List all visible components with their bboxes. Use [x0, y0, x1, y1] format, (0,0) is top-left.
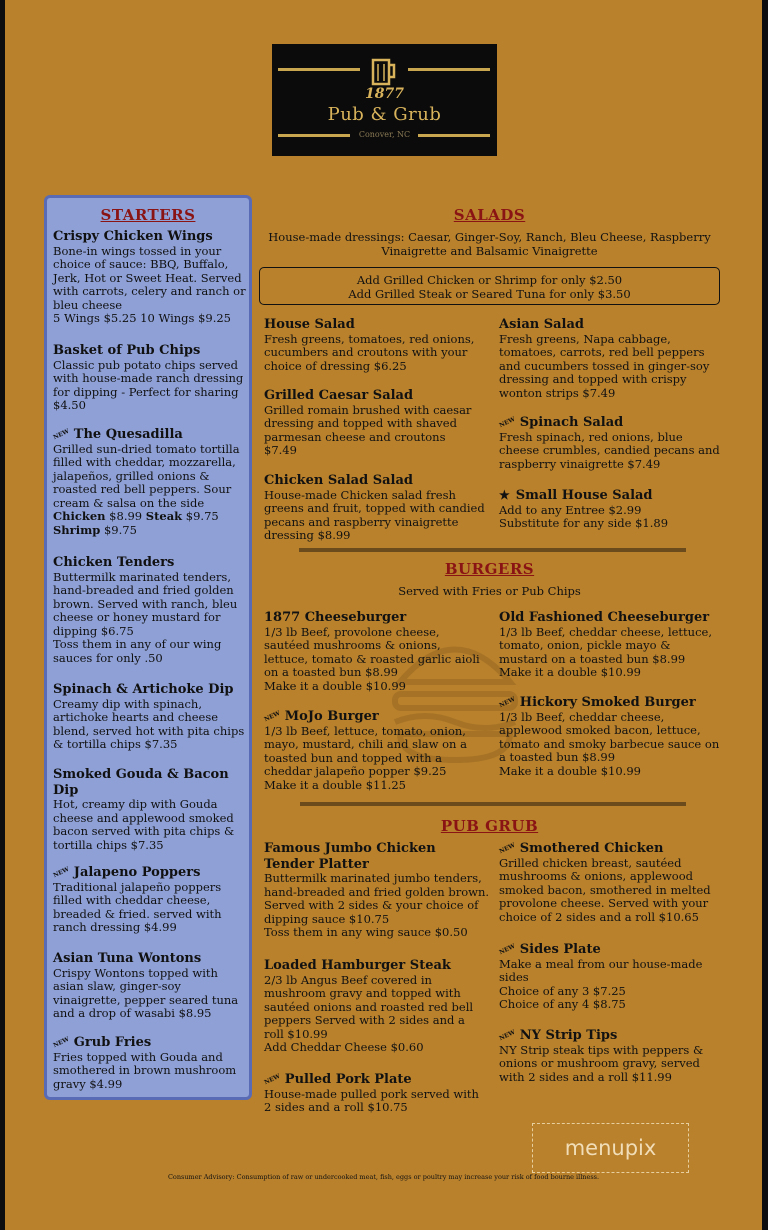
item-name: Pulled Pork Plate [284, 1072, 412, 1087]
starter-item [53, 555, 253, 666]
logo-rule-left [278, 68, 360, 71]
new-badge: NEW [498, 841, 517, 856]
beer-mug-icon [370, 56, 398, 86]
starter-item [53, 951, 253, 1021]
salad-item [499, 488, 724, 531]
item-desc: Fries topped with Gouda and smothered in brown mushroom gravy $4.99 [53, 1049, 237, 1091]
item-desc: Grilled chicken breast, sautéed mushrooms & onions, applewood smoked bacon, smothered in melted provolone cheese. Served with your choice of 2 sides and a roll $10.65 [499, 855, 711, 924]
item-name: Chicken Tenders [53, 555, 175, 570]
pubgrub-item [264, 958, 496, 1055]
salad-item [264, 473, 496, 543]
item-desc: Make a meal from our house-made sides Choice of any 3 $7.25 Choice of any 4 $8.75 [499, 956, 703, 1012]
item-name: Grilled Caesar Salad [264, 388, 414, 403]
starters-title: STARTERS [100, 206, 196, 224]
item-name: Asian Salad [499, 317, 585, 332]
item-price: 5 Wings $5.25 10 Wings $9.25 [53, 311, 232, 326]
salad-item [499, 317, 724, 400]
item-desc: Traditional jalapeño poppers filled with cheddar cheese, breaded & fried. served with ranch dressing $4.99 [53, 879, 222, 935]
salads-title: SALADS [453, 206, 526, 224]
item-desc: Grilled sun-dried tomato tortilla filled with cheddar, mozzarella, jalapeños, grilled onions & roasted red bell peppers. Sour cream & salsa on the side [53, 441, 240, 510]
item-name: Smothered Chicken [519, 841, 664, 856]
section-divider [299, 548, 686, 552]
burger-item [499, 695, 724, 778]
item-desc: Bone-in wings tossed in your choice of sauce: BBQ, Buffalo, Jerk, Hot or Sweet Heat. Served with carrots, celery and ranch or bleu cheese [53, 243, 246, 312]
starter-item [53, 1035, 253, 1091]
item-name: House Salad [264, 317, 355, 332]
menupix-watermark: menupix [532, 1123, 689, 1173]
starter-item [53, 427, 253, 538]
item-desc: Creamy dip with spinach, artichoke hearts and cheese blend, served hot with pita chips & tortilla chips $7.35 [53, 696, 245, 752]
salad-item [264, 388, 496, 458]
item-name: Grub Fries [73, 1035, 152, 1050]
item-name: Basket of Pub Chips [53, 343, 201, 358]
add-line-1: Add Grilled Chicken or Shrimp for only $2.50 [356, 273, 623, 287]
salad-item [499, 415, 724, 471]
item-name: Spinach & Artichoke Dip [53, 682, 234, 697]
pubgrub-item [264, 1072, 496, 1115]
burgers-title: BURGERS [444, 560, 535, 578]
item-desc: 1/3 lb Beef, provolone cheese, sautéed mushrooms & onions, lettuce, tomato & roasted garlic aioli on a toasted bun $8.99 Make it a double $10.99 [264, 624, 480, 693]
pubgrub-item [499, 942, 724, 1012]
item-name: Smoked Gouda & Bacon Dip [53, 767, 229, 798]
logo [272, 44, 497, 156]
starter-item [53, 343, 253, 413]
item-desc: Buttermilk marinated tenders, hand-breaded and fried golden brown. Served with ranch, bleu cheese or honey mustard for dipping $6.75 Toss them in any of our wing sauces for only .50 [53, 569, 238, 666]
new-badge: NEW [52, 1035, 71, 1050]
pubgrub-item [499, 1028, 724, 1084]
item-name: Crispy Chicken Wings [53, 229, 213, 244]
starter-item [53, 229, 253, 326]
consumer-advisory: Consumer Advisory: Consumption of raw or undercooked meat, fish, eggs or poultry may increase your risk of food bourne illness. [167, 1173, 600, 1181]
item-desc: Add to any Entree $2.99 Substitute for any side $1.89 [499, 502, 669, 531]
menu-page [5, 0, 762, 1230]
item-name: The Quesadilla [73, 427, 183, 442]
item-desc: Fresh greens, Napa cabbage, tomatoes, carrots, red bell peppers and cucumbers tossed in ginger-soy dressing and topped with crispy wonton strips $7.49 [499, 331, 710, 400]
item-name: Chicken Salad Salad [264, 473, 413, 488]
item-name: Loaded Hamburger Steak [264, 958, 451, 973]
item-desc: Fresh spinach, red onions, blue cheese crumbles, candied pecans and raspberry vinaigrette $7.49 [499, 429, 720, 471]
new-badge: NEW [498, 1028, 517, 1043]
item-desc: 1/3 lb Beef, cheddar cheese, applewood smoked bacon, lettuce, tomato and smoky barbecue sauce on a toasted bun $8.99 Make it a double $10.99 [499, 709, 720, 778]
item-desc: Classic pub potato chips served with house-made ranch dressing for dipping - Perfect for sharing $4.50 [53, 357, 244, 413]
new-badge: NEW [52, 865, 71, 880]
item-desc: Grilled romain brushed with caesar dressing and topped with shaved parmesan cheese and croutons $7.49 [264, 402, 472, 458]
item-desc: Hot, creamy dip with Gouda cheese and applewood smoked bacon served with pita chips & tortilla chips $7.35 [53, 797, 235, 852]
salads-dressings: House-made dressings: Caesar, Ginger-Soy, Ranch, Bleu Cheese, Raspberry Vinaigrette and Balsamic Vinaigrette [268, 230, 711, 258]
burger-item [499, 610, 724, 680]
item-name: MoJo Burger [284, 709, 379, 724]
new-badge: NEW [498, 415, 517, 430]
add-line-2: Add Grilled Steak or Seared Tuna for only $3.50 [348, 287, 631, 301]
item-prices: Chicken $8.99 Steak $9.75 Shrimp $9.75 [53, 509, 219, 538]
starter-item [53, 865, 253, 935]
pubgrub-item [499, 841, 724, 924]
pubgrub-item [264, 841, 496, 940]
item-desc: House-made Chicken salad fresh greens and fruit, topped with candied pecans and raspberry vinaigrette dressing $8.99 [264, 487, 485, 543]
new-badge: NEW [498, 695, 517, 710]
starter-item [53, 682, 253, 752]
item-desc: 2/3 lb Angus Beef covered in mushroom gravy and topped with sautéed onions and roasted red bell peppers Served with 2 sides and a roll $10.99 Add Cheddar Cheese $0.60 [264, 972, 474, 1055]
item-name: NY Strip Tips [519, 1028, 618, 1043]
new-badge: NEW [263, 1072, 282, 1087]
section-divider [300, 802, 686, 806]
new-badge: NEW [498, 942, 517, 957]
item-desc: Buttermilk marinated jumbo tenders, hand-breaded and fried golden brown. Served with 2 sides & your choice of dipping sauce $10.75 Toss them in any wing sauce $0.50 [264, 871, 490, 940]
item-desc: Crispy Wontons topped with asian slaw, ginger-soy vinaigrette, pepper seared tuna and a drop of wasabi $8.95 [53, 965, 239, 1021]
logo-name: Pub & Grub [327, 104, 442, 125]
item-name: Famous Jumbo Chicken Tender Platter [264, 841, 436, 872]
item-name: Hickory Smoked Burger [519, 695, 696, 710]
burger-item [264, 709, 496, 792]
starter-item [53, 767, 253, 852]
item-desc: 1/3 lb Beef, lettuce, tomato, onion, mayo, mustard, chili and slaw on a toasted bun and topped with a cheddar jalapeño popper $9.25 Make it a double $11.25 [264, 723, 467, 792]
item-desc: 1/3 lb Beef, cheddar cheese, lettuce, tomato, onion, pickle mayo & mustard on a toasted bun $8.99 Make it a double $10.99 [499, 624, 712, 680]
burger-item [264, 610, 496, 693]
logo-year: 1877 [365, 86, 404, 102]
burgers-subtitle: Served with Fries or Pub Chips [398, 584, 581, 598]
item-name: Sides Plate [519, 942, 601, 957]
item-name: 1877 Cheeseburger [264, 610, 407, 625]
item-name: Asian Tuna Wontons [53, 951, 202, 966]
item-name: Old Fashioned Cheeseburger [499, 610, 710, 625]
star-icon: ★ [499, 488, 510, 502]
item-name: Small House Salad [515, 488, 653, 503]
salad-item [264, 317, 496, 373]
logo-rule-right [408, 68, 490, 71]
new-badge: NEW [263, 709, 282, 724]
logo-location: Conover, NC [358, 130, 411, 139]
pubgrub-title: PUB GRUB [440, 817, 539, 835]
item-desc: NY Strip steak tips with peppers & onions or mushroom gravy, served with 2 sides and a roll $11.99 [499, 1042, 704, 1084]
item-desc: Fresh greens, tomatoes, red onions, cucumbers and croutons with your choice of dressing $6.25 [264, 331, 475, 373]
item-name: Jalapeno Poppers [73, 865, 201, 880]
salads-add-box [259, 267, 720, 305]
item-name: Spinach Salad [519, 415, 624, 430]
item-desc: House-made pulled pork served with 2 sides and a roll $10.75 [264, 1086, 479, 1115]
new-badge: NEW [52, 427, 71, 442]
